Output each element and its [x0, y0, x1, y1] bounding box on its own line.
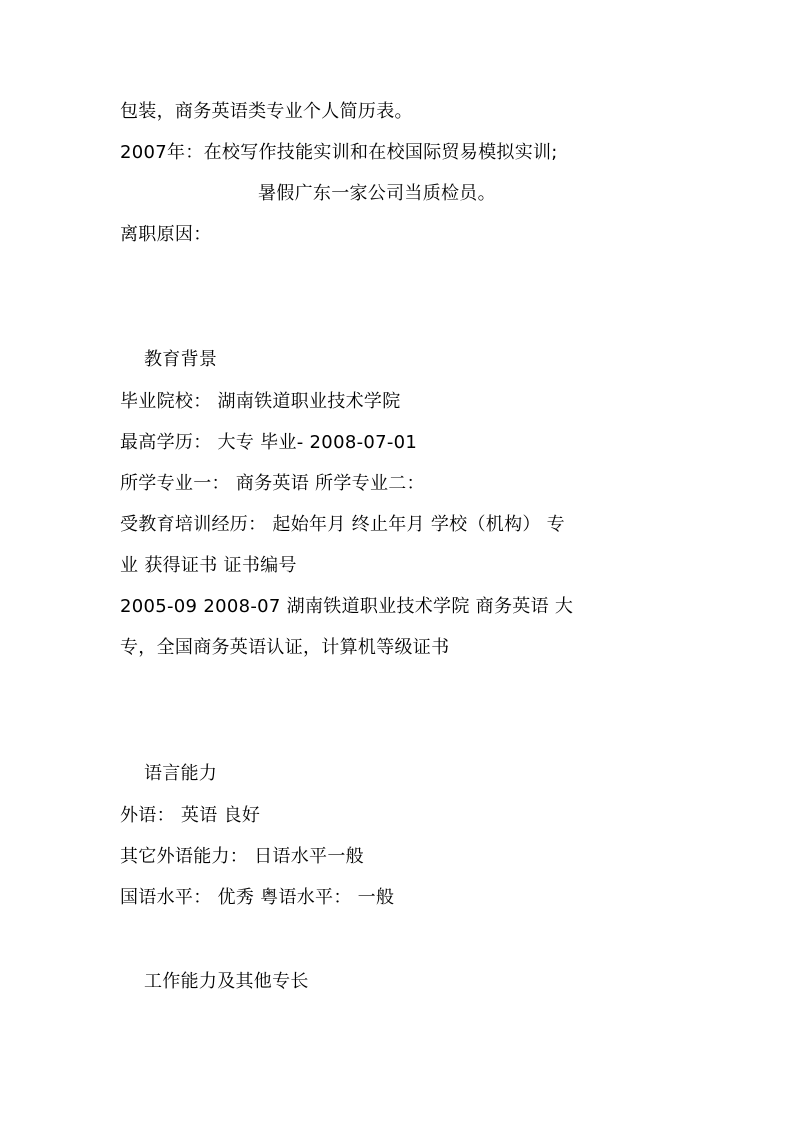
education-record-2: 专，全国商务英语认证，计算机等级证书 — [120, 637, 450, 658]
internship-line: 2007年：在校写作技能实训和在校国际贸易模拟实训; — [120, 142, 558, 163]
education-training-header-2: 业 获得证书 证书编号 — [120, 555, 297, 576]
intro-line: 包装，商务英语类专业个人简历表。 — [120, 101, 413, 122]
skills-heading: 工作能力及其他专长 — [144, 971, 309, 992]
summer-job-line: 暑假广东一家公司当质检员。 — [258, 183, 496, 204]
leave-reason-label: 离职原因： — [120, 224, 212, 245]
education-degree: 最高学历： 大专 毕业- 2008-07-01 — [120, 432, 418, 453]
language-other-foreign: 其它外语能力： 日语水平一般 — [120, 846, 364, 867]
language-foreign: 外语： 英语 良好 — [120, 805, 261, 826]
language-heading: 语言能力 — [144, 763, 218, 784]
education-major: 所学专业一： 商务英语 所学专业二： — [120, 473, 425, 494]
education-record-1: 2005-09 2008-07 湖南铁道职业技术学院 商务英语 大 — [120, 596, 574, 617]
language-mandarin-cantonese: 国语水平： 优秀 粤语水平： 一般 — [120, 887, 395, 908]
education-training-header-1: 受教育培训经历： 起始年月 终止年月 学校（机构） 专 — [120, 514, 565, 535]
education-school: 毕业院校： 湖南铁道职业技术学院 — [120, 391, 401, 412]
education-heading: 教育背景 — [144, 349, 218, 370]
